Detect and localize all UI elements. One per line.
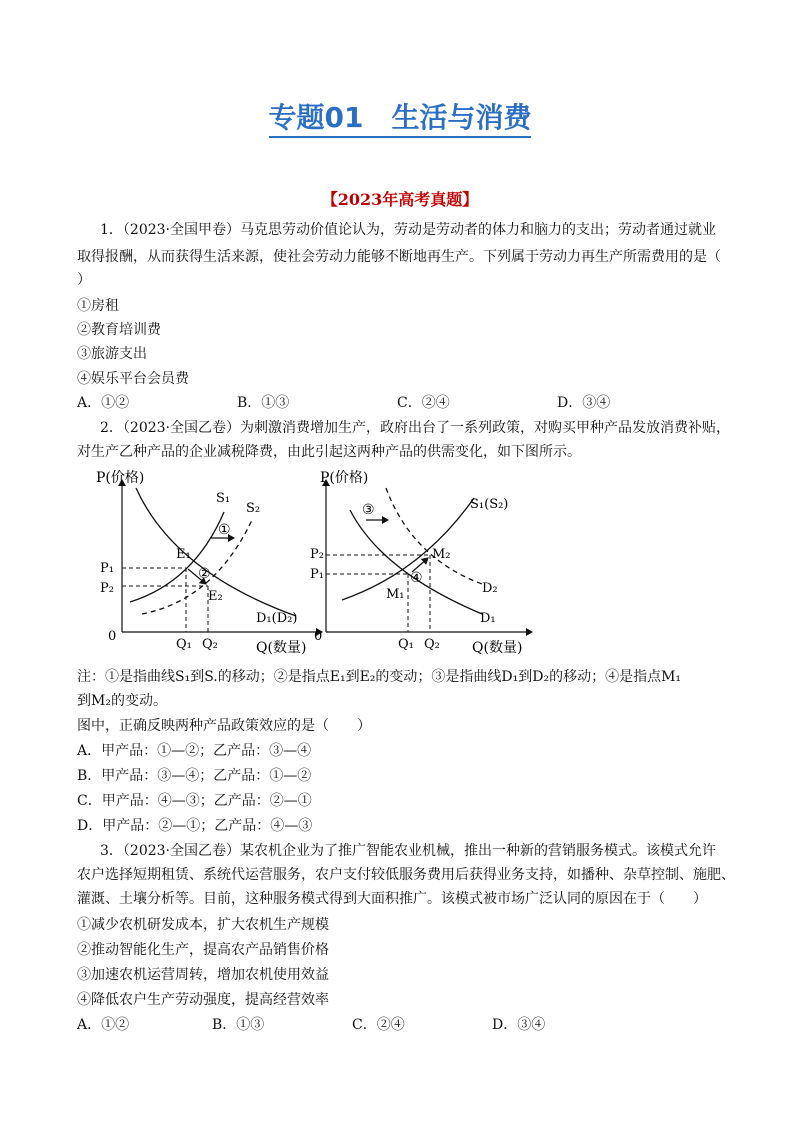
page-title-text: 专题01 生活与消费 [269,101,532,138]
demand-curve-d1 [350,510,482,614]
q1-label: Q₁ [176,637,192,652]
p1-label: P₁ [310,567,324,582]
q2-note-line2: 到M₂的变动。 [77,693,167,709]
p1-label: P₁ [100,561,114,576]
q3-choice-c: C．②④ [352,1017,405,1033]
q2-choice-a: A．甲产品：①—②；乙产品：③—④ [77,743,312,759]
q1-line2: 取得报酬，从而获得生活来源，使社会劳动力能够不断地再生产。下列属于劳动力再生产所需费用的是（ [77,249,721,265]
q3-choice-d: D．③④ [492,1017,546,1033]
q1-option-4: ④娱乐平台会员费 [77,371,189,387]
p2-label: P₂ [310,547,324,562]
q2-line1: 2．（2023·全国乙卷）为刺激消费增加生产，政府出台了一系列政策，对购买甲种产品发放消费补贴， [100,420,730,436]
q2-choice-c: C．甲产品：④—③；乙产品：②—① [77,793,312,809]
demand-curve-d2 [386,488,482,584]
supply-demand-diagram-right [312,462,552,658]
marker-4: ④ [410,570,423,586]
origin-label: 0 [314,629,323,644]
page-title [0,96,800,136]
marker-1: ① [218,522,231,538]
q2-choice-d: D．甲产品：②—①；乙产品：④—③ [77,818,313,834]
d1-label: D₁ [480,611,496,626]
p2-label: P₂ [100,581,114,596]
section-heading: 【2023年高考真题】 [321,190,479,209]
q1-choice-a: A．①② [77,395,130,411]
q3-choice-a: A．①② [77,1017,130,1033]
marker-2: ② [198,566,211,582]
q3-option-1: ①减少农机研发成本，扩大农机生产规模 [77,917,329,933]
q1-option-2: ②教育培训费 [77,322,161,338]
origin-label: 0 [108,629,117,644]
d-label: D₁(D₂) [256,611,298,626]
q2-label: Q₂ [202,637,218,652]
supply-demand-diagram-left [94,462,326,658]
q3-option-2: ②推动智能化生产，提高农产品销售价格 [77,942,329,958]
q2-choice-b: B．甲产品：③—④；乙产品：①—② [77,768,312,784]
s-label: S₁(S₂) [470,497,509,512]
s2-label: S₂ [246,501,261,516]
q2-label: Q₂ [424,637,440,652]
q3-line2: 农户选择短期租赁、系统代运营服务，农户支付较低服务费用后获得业务支持，如播种、杂草控制、施肥、 [77,867,735,883]
q1-choice-b: B．①③ [237,395,290,411]
s1-label: S₁ [216,491,231,506]
marker-3: ③ [362,502,375,518]
m1-label: M₁ [386,587,405,602]
q1-line3: ） [77,272,91,288]
m2-label: M₂ [432,547,451,562]
q3-line3: 灌溉、土壤分析等。目前，这种服务模式得到大面积推广。该模式被市场广泛认同的原因在于（ ） [77,891,707,907]
y-axis-label: P(价格) [320,470,369,486]
q2-line2: 对生产乙种产品的企业减税降费，由此引起这两种产品的供需变化，如下图所示。 [77,444,581,460]
q1-choice-c: C．②④ [397,395,450,411]
q1-option-1: ①房租 [77,298,119,314]
q2-note-line1: 注：①是指曲线S₁到S.的移动；②是指点E₁到E₂的变动；③是指曲线D₁到D₂的移动；④是指点M₁ [77,669,682,685]
q3-line1: 3．（2023·全国乙卷）某农机企业为了推广智能农业机械，推出一种新的营销服务模式。该模式允许 [100,843,716,859]
y-axis-label: P(价格) [96,470,145,486]
q3-option-4: ④降低农户生产劳动强度，提高经营效率 [77,992,329,1008]
e2-label: E₂ [208,589,223,604]
q2-stem: 图中，正确反映两种产品政策效应的是（ ） [77,718,371,734]
d2-label: D₂ [482,581,498,596]
q1-label: Q₁ [398,637,414,652]
q1-option-3: ③旅游支出 [77,346,147,362]
q3-choice-b: B．①③ [212,1017,265,1033]
q1-choice-d: D．③④ [557,395,611,411]
e1-label: E₁ [176,547,191,562]
supply-curve-s2 [142,520,252,614]
x-axis-label: Q(数量) [472,640,523,656]
x-axis-label: Q(数量) [256,640,307,656]
q3-option-3: ③加速农机运营周转，增加农机使用效益 [77,967,329,983]
q1-line1: 1．（2023·全国甲卷）马克思劳动价值论认为，劳动是劳动者的体力和脑力的支出；劳动者通过就业 [100,222,716,238]
